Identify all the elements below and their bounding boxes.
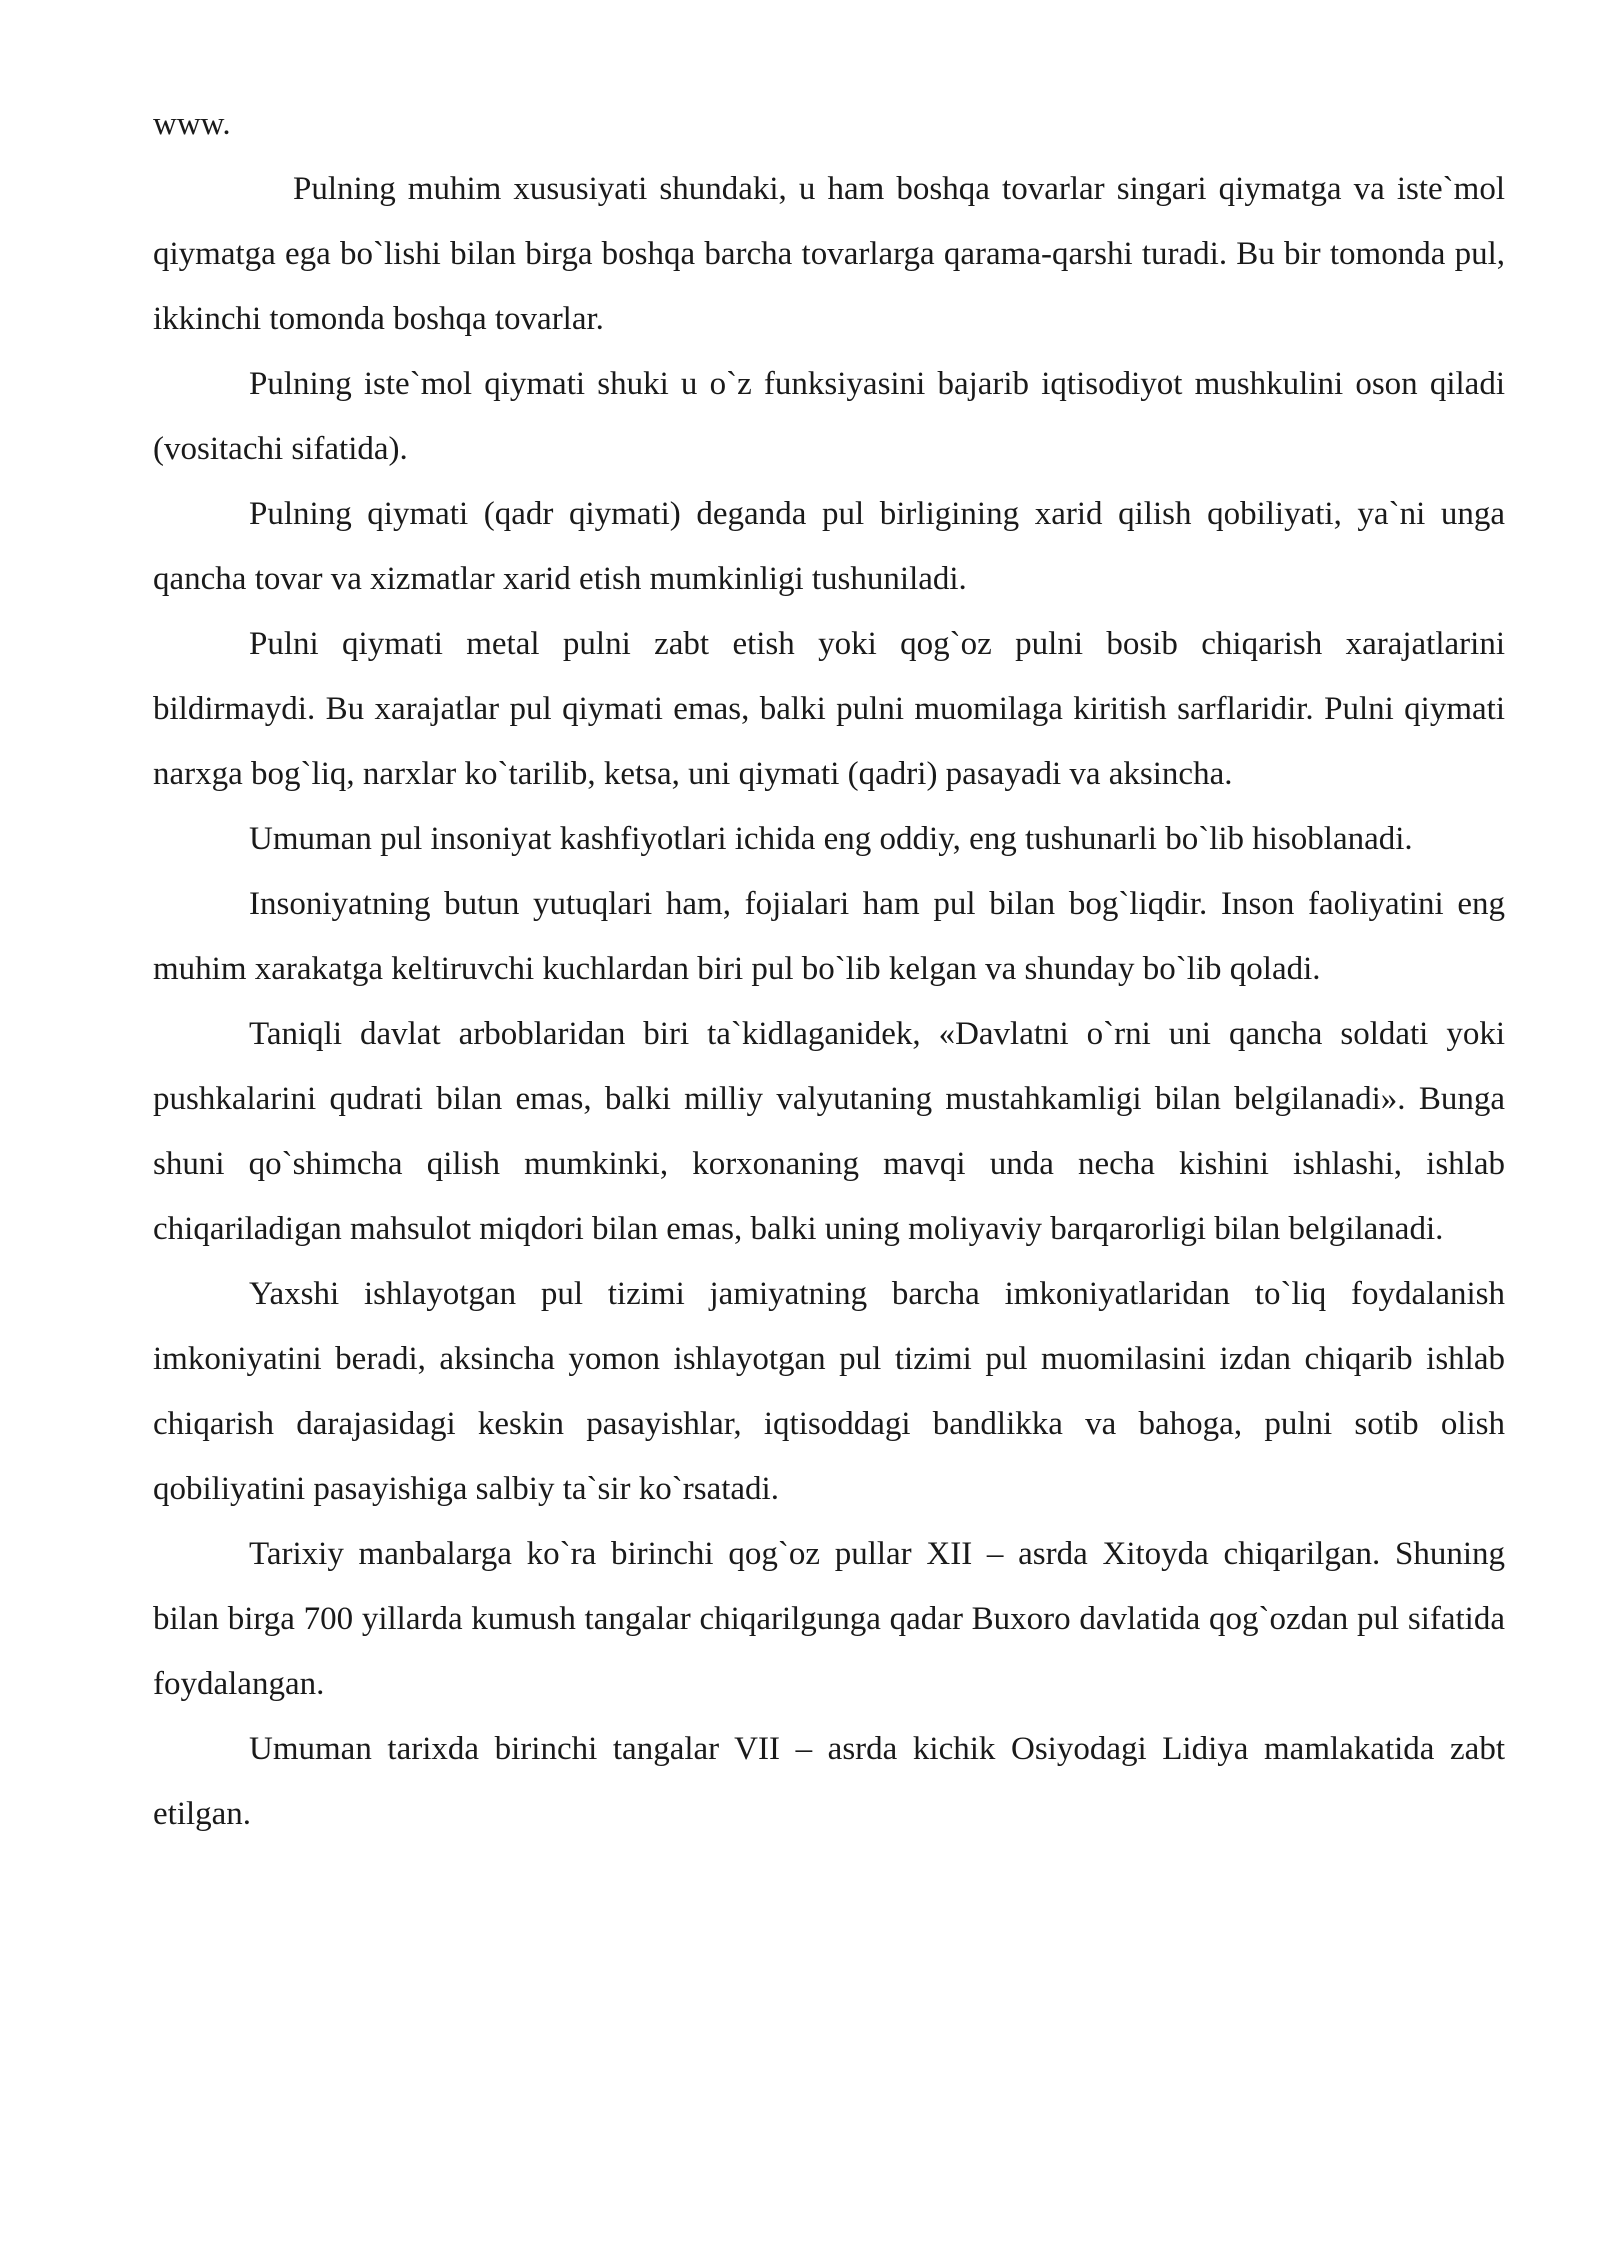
paragraph-7: Taniqli davlat arboblaridan biri ta`kidlaganidek, «Davlatni o`rni uni qancha soldati yoki pushkalarini qudrati bilan emas, balki milliy valyutaning mustahkamligi bilan belgilanadi». Bunga shuni qo`shimcha qilish mumkinki, korxonaning mavqi unda necha kishini ishlashi, ishlab chiqariladigan mahsulot miqdori bilan emas, balki uning moliyaviy barqarorligi bilan belgilanadi. <box>153 1016 1505 1247</box>
paragraph-8: Yaxshi ishlayotgan pul tizimi jamiyatning barcha imkoniyatlaridan to`liq foydalanish imkoniyatini beradi, aksincha yomon ishlayotgan pul tizimi pul muomilasini izdan chiqarib ishlab chiqarish darajasidagi keskin pasayishlar, iqtisoddagi bandlikka va bahoga, pulni sotib olish qobiliyatini pasayishiga salbiy ta`sir ko`rsatadi. <box>153 1276 1505 1507</box>
paragraph-6: Insoniyatning butun yutuqlari ham, fojialari ham pul bilan bog`liqdir. Inson faoliyatini eng muhim xarakatga keltiruvchi kuchlardan biri pul bo`lib kelgan va shunday bo`lib qoladi. <box>153 886 1505 987</box>
paragraph-9: Tarixiy manbalarga ko`ra birinchi qog`oz pullar XII – asrda Xitoyda chiqarilgan. Shuning bilan birga 700 yillarda kumush tangalar chiqarilgunga qadar Buxoro davlatida qog`ozdan pul sifatida foydalangan. <box>153 1536 1505 1702</box>
paragraph-1: Pulning muhim xususiyati shundaki, u ham boshqa tovarlar singari qiymatga va iste`mol qiymatga ega bo`lishi bilan birga boshqa barcha tovarlarga qarama-qarshi turadi. Bu bir tomonda pul, ikkinchi tomonda boshqa tovarlar. <box>153 171 1505 337</box>
header-url-text: www. <box>153 106 231 142</box>
paragraph-2: Pulning iste`mol qiymati shuki u o`z funksiyasini bajarib iqtisodiyot mushkulini oson qiladi (vositachi sifatida). <box>153 366 1505 467</box>
paragraph-4: Pulni qiymati metal pulni zabt etish yoki qog`oz pulni bosib chiqarish xarajatlarini bildirmaydi. Bu xarajatlar pul qiymati emas, balki pulni muomilaga kiritish sarflaridir. Pulni qiymati narxga bog`liq, narxlar ko`tarilib, ketsa, uni qiymati (qadri) pasayadi va aksincha. <box>153 626 1505 792</box>
paragraph-3: Pulning qiymati (qadr qiymati) deganda pul birligining xarid qilish qobiliyati, ya`ni unga qancha tovar va xizmatlar xarid etish mumkinligi tushuniladi. <box>153 496 1505 597</box>
document-body <box>153 92 1505 1847</box>
paragraph-5: Umuman pul insoniyat kashfiyotlari ichida eng oddiy, eng tushunarli bo`lib hisoblanadi. <box>249 821 1413 857</box>
paragraph-10: Umuman tarixda birinchi tangalar VII – asrda kichik Osiyodagi Lidiya mamlakatida zabt etilgan. <box>153 1731 1505 1832</box>
